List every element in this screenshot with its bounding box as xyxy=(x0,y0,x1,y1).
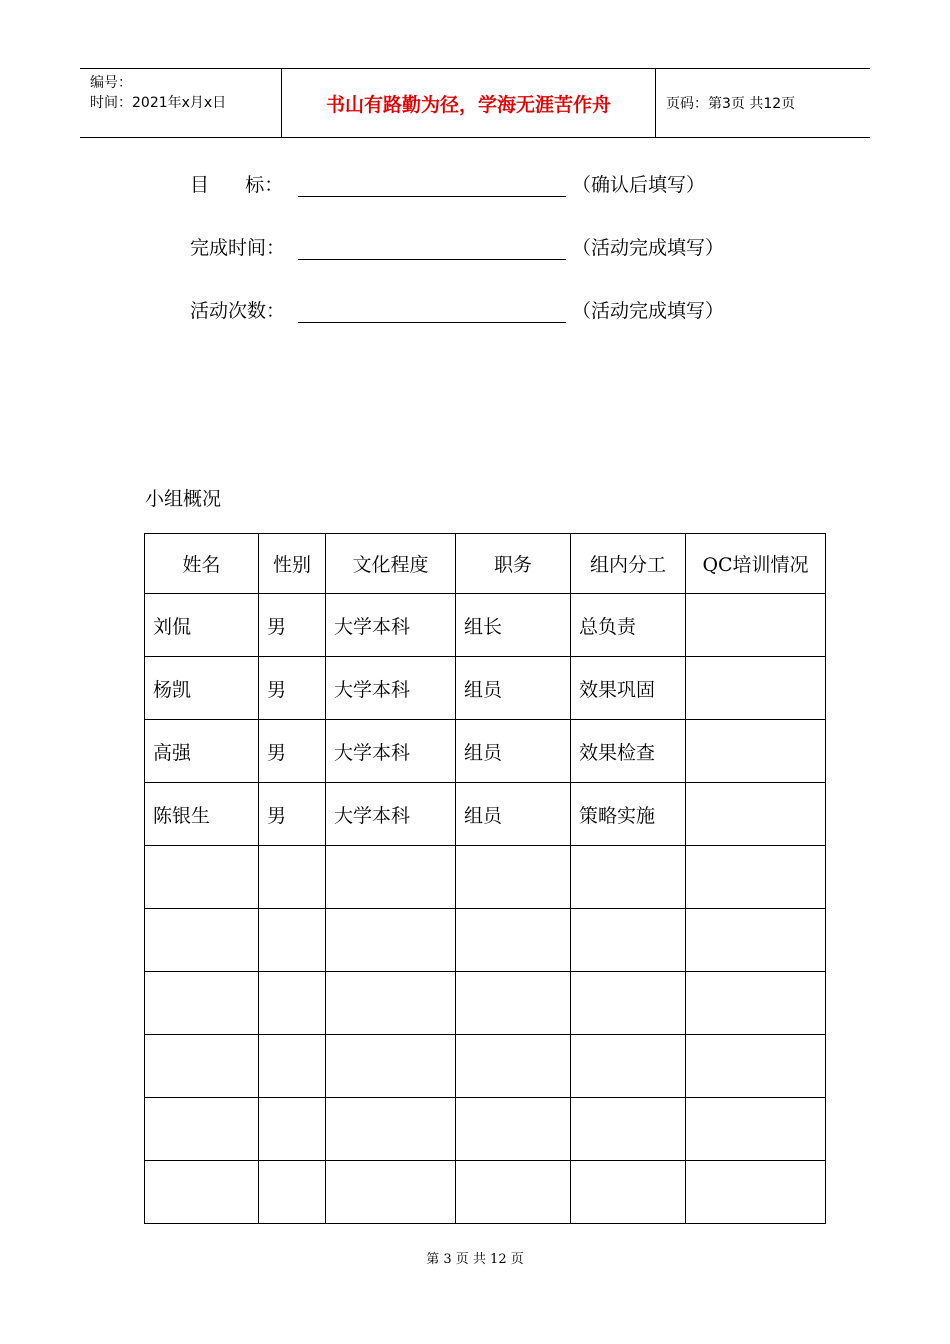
cell-name[interactable]: 刘侃 xyxy=(145,594,259,657)
cell-qc-training[interactable] xyxy=(686,1035,826,1098)
table-row xyxy=(145,1035,826,1098)
cell-position[interactable]: 组长 xyxy=(456,594,571,657)
cell-qc-training[interactable] xyxy=(686,657,826,720)
table-row xyxy=(145,657,826,720)
cell-role[interactable]: 策略实施 xyxy=(571,783,686,846)
cell-role[interactable] xyxy=(571,972,686,1035)
cell-education[interactable]: 大学本科 xyxy=(326,594,456,657)
table-row xyxy=(145,594,826,657)
page-header xyxy=(80,68,870,138)
table-row xyxy=(145,846,826,909)
cell-gender[interactable] xyxy=(259,846,326,909)
table-row xyxy=(145,909,826,972)
field-completion-time-label: 完成时间： xyxy=(190,237,286,259)
cell-gender[interactable]: 男 xyxy=(259,720,326,783)
cell-education[interactable]: 大学本科 xyxy=(326,720,456,783)
field-target-note: （确认后填写） xyxy=(572,174,706,196)
header-role: 组内分工 xyxy=(571,534,686,594)
cell-name[interactable] xyxy=(145,972,259,1035)
header-page-code: 页码：第3页 共12页 xyxy=(666,96,796,112)
table-header-row xyxy=(145,534,826,594)
cell-name[interactable] xyxy=(145,1161,259,1224)
cell-position[interactable] xyxy=(456,1035,571,1098)
field-target xyxy=(190,170,705,197)
cell-qc-training[interactable] xyxy=(686,846,826,909)
cell-position[interactable]: 组员 xyxy=(456,657,571,720)
cell-role[interactable] xyxy=(571,1035,686,1098)
field-target-label: 目 标： xyxy=(190,174,284,196)
cell-name[interactable]: 陈银生 xyxy=(145,783,259,846)
table-row xyxy=(145,1098,826,1161)
cell-name[interactable] xyxy=(145,1035,259,1098)
cell-role[interactable] xyxy=(571,909,686,972)
field-activity-count-blank[interactable] xyxy=(298,298,566,323)
cell-qc-training[interactable] xyxy=(686,1098,826,1161)
cell-role[interactable]: 效果检查 xyxy=(571,720,686,783)
field-activity-count-label: 活动次数： xyxy=(190,300,286,322)
header-qc-training: QC培训情况 xyxy=(686,534,826,594)
cell-qc-training[interactable] xyxy=(686,1161,826,1224)
cell-position[interactable]: 组员 xyxy=(456,783,571,846)
header-position: 职务 xyxy=(456,534,571,594)
cell-qc-training[interactable] xyxy=(686,972,826,1035)
table-row xyxy=(145,1161,826,1224)
table-row xyxy=(145,783,826,846)
cell-education[interactable]: 大学本科 xyxy=(326,657,456,720)
cell-education[interactable]: 大学本科 xyxy=(326,783,456,846)
cell-position[interactable]: 组员 xyxy=(456,720,571,783)
document-number-label: 编号： xyxy=(90,75,132,91)
cell-name[interactable] xyxy=(145,846,259,909)
field-completion-time xyxy=(190,233,724,260)
field-completion-time-blank[interactable] xyxy=(298,235,566,260)
cell-position[interactable] xyxy=(456,1098,571,1161)
cell-position[interactable] xyxy=(456,972,571,1035)
cell-role[interactable]: 效果巩固 xyxy=(571,657,686,720)
cell-education[interactable] xyxy=(326,1035,456,1098)
cell-qc-training[interactable] xyxy=(686,720,826,783)
cell-education[interactable] xyxy=(326,909,456,972)
cell-education[interactable] xyxy=(326,846,456,909)
header-gender: 性别 xyxy=(259,534,326,594)
field-activity-count-note: （活动完成填写） xyxy=(572,300,725,322)
header-motto: 书山有路勤为径，学海无涯苦作舟 xyxy=(282,69,656,137)
cell-name[interactable]: 高强 xyxy=(145,720,259,783)
team-overview-table xyxy=(144,533,826,1224)
cell-gender[interactable] xyxy=(259,972,326,1035)
cell-gender[interactable] xyxy=(259,1035,326,1098)
header-education: 文化程度 xyxy=(326,534,456,594)
header-meta xyxy=(80,69,282,137)
cell-qc-training[interactable] xyxy=(686,783,826,846)
cell-role[interactable]: 总负责 xyxy=(571,594,686,657)
field-target-blank[interactable] xyxy=(298,172,566,197)
cell-position[interactable] xyxy=(456,909,571,972)
cell-education[interactable] xyxy=(326,972,456,1035)
field-activity-count xyxy=(190,296,724,323)
cell-education[interactable] xyxy=(326,1161,456,1224)
document-date: 时间：2021年x月x日 xyxy=(90,95,227,111)
cell-role[interactable] xyxy=(571,1098,686,1161)
cell-qc-training[interactable] xyxy=(686,594,826,657)
cell-gender[interactable] xyxy=(259,1098,326,1161)
cell-name[interactable] xyxy=(145,1098,259,1161)
cell-qc-training[interactable] xyxy=(686,909,826,972)
cell-gender[interactable] xyxy=(259,1161,326,1224)
header-name: 姓名 xyxy=(145,534,259,594)
table-row xyxy=(145,720,826,783)
cell-gender[interactable]: 男 xyxy=(259,657,326,720)
cell-position[interactable] xyxy=(456,846,571,909)
cell-gender[interactable]: 男 xyxy=(259,594,326,657)
cell-gender[interactable] xyxy=(259,909,326,972)
cell-gender[interactable]: 男 xyxy=(259,783,326,846)
cell-name[interactable]: 杨凯 xyxy=(145,657,259,720)
cell-role[interactable] xyxy=(571,846,686,909)
field-completion-time-note: （活动完成填写） xyxy=(572,237,725,259)
cell-position[interactable] xyxy=(456,1161,571,1224)
page-footer: 第 3 页 共 12 页 xyxy=(426,1252,524,1267)
table-row xyxy=(145,972,826,1035)
cell-role[interactable] xyxy=(571,1161,686,1224)
cell-education[interactable] xyxy=(326,1098,456,1161)
section-title: 小组概况 xyxy=(145,488,222,510)
cell-name[interactable] xyxy=(145,909,259,972)
